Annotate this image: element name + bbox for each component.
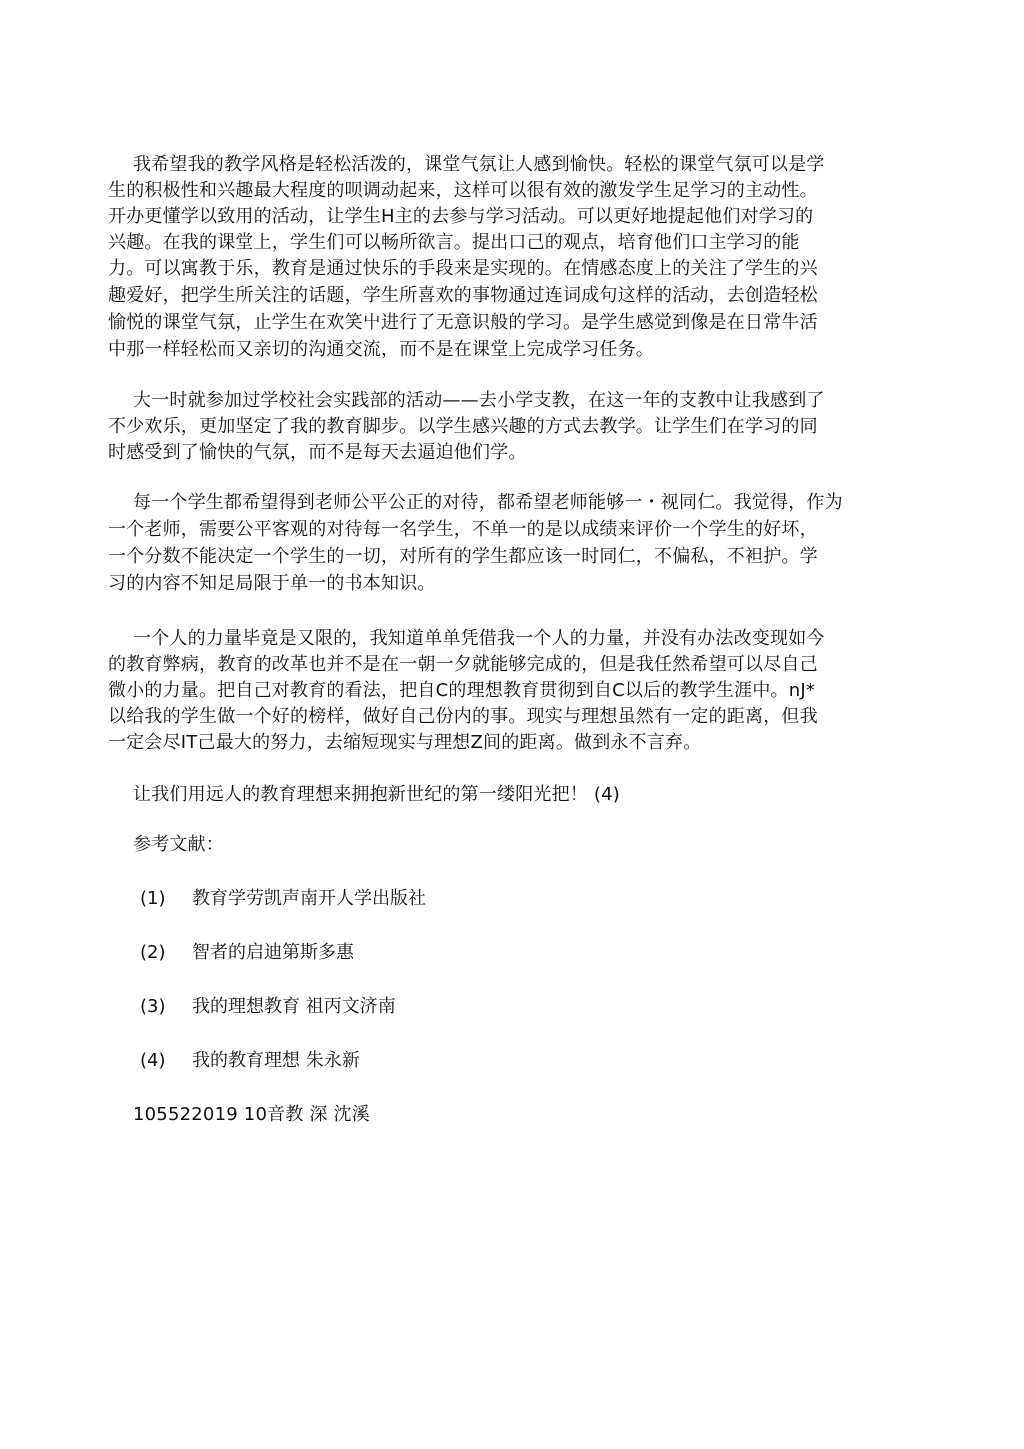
paragraph-line: 力。可以寓教于乐，教育是通过快乐的手段来是实现的。在情感态度上的关注了学生的兴 [108, 258, 818, 279]
paragraph-line: 愉悦的课堂气氛，止学生在欢笑屮进行了无意识般的学习。是学生感觉到像是在日常牛活 [108, 312, 818, 333]
paragraph-line: 一个人的力量毕竟是又限的，我知道单单凭借我一个人的力量，并没有办法改变现如今 [133, 628, 825, 649]
paragraph-line: 开办更懂学以致用的活动，让学生H主的去参与学习活动。可以更好地提起他们对学习的 [108, 206, 814, 227]
reference-text: 智者的启迪第斯多惠 [192, 942, 354, 963]
paragraph-line: 一个老师，需要公平客观的对待每一名学生，不单一的是以成绩来评价一个学生的好坏， [108, 519, 818, 540]
paragraph-line: 时感受到了愉快的气氛，而不是每天去逼迫他们学。 [108, 442, 527, 463]
paragraph-line: 一定会尽IT己最大的努力，去缩短现实与理想Z间的距离。做到永不言弃。 [108, 732, 702, 753]
paragraph-line: 大一时就参加过学校社会实践部的活动——去小学支教，在这一年的支教中让我感到了 [133, 390, 825, 411]
paragraph-line: 生的积极性和兴趣最大程度的呗调动起来，这样可以很有效的激发学生足学习的主动性。 [108, 180, 818, 201]
paragraph-line: 以给我的学生做一个好的榜样，做好自己份内的事。现实与理想虽然有一定的距离，但我 [108, 706, 818, 727]
closing-sentence: 让我们用远人的教育理想来拥抱新世纪的第一缕阳光把！ (4) [133, 784, 621, 805]
paragraph-line: 不少欢乐，更加坚定了我的教育脚步。以学生感兴趣的方式去教学。让学生们在学习的同 [108, 416, 818, 437]
reference-text: 我的理想教育 祖丙文济南 [192, 996, 396, 1017]
paragraph-line: 习的内容不知足局限于单一的书本知识。 [108, 573, 436, 594]
paragraph-line: 一个分数不能决定一个学生的一切，对所有的学生都应该一时同仁，不偏私，不袒护。学 [108, 546, 818, 567]
reference-text: 教育学劳凯声南开人学出版社 [192, 888, 426, 909]
paragraph-line: 中那一样轻松而又亲切的沟通交流，而不是在课堂上完成学习任务。 [108, 339, 654, 360]
reference-number: (4) [140, 1050, 166, 1071]
paragraph-line: 我希望我的教学风格是轻松活泼的，课堂气氛让人感到愉快。轻松的课堂气氛可以是学 [133, 154, 825, 175]
paragraph-line: 兴趣。在我的课堂上，学生们可以畅所欲言。提出口己的观点，培育他们口主学习的能 [108, 232, 800, 253]
references-heading: 参考文献： [133, 834, 224, 855]
paragraph-line: 微小的力量。把自己对教育的看法，把自C的理想教育贯彻到自C以后的教学生涯中。nJ* [108, 680, 816, 701]
paragraph-line: 趣爱好，把学生所关注的话题，学生所喜欢的事物通过连词成句这样的活动，去创造轻松 [108, 285, 818, 306]
reference-text: 我的教育理想 朱永新 [192, 1050, 360, 1071]
paragraph-line: 每一个学生都希望得到老师公平公正的对待，都希望老师能够一・视同仁。我觉得，作为 [133, 492, 843, 513]
signature-line: 105522019 10音教 深 沈溪 [133, 1104, 370, 1125]
reference-number: (3) [140, 996, 166, 1017]
paragraph-line: 的教育弊病，教育的改革也并不是在一朝一夕就能够完成的，但是我任然希望可以尽自己 [108, 654, 818, 675]
reference-number: (2) [140, 942, 166, 963]
reference-number: (1) [140, 888, 166, 909]
